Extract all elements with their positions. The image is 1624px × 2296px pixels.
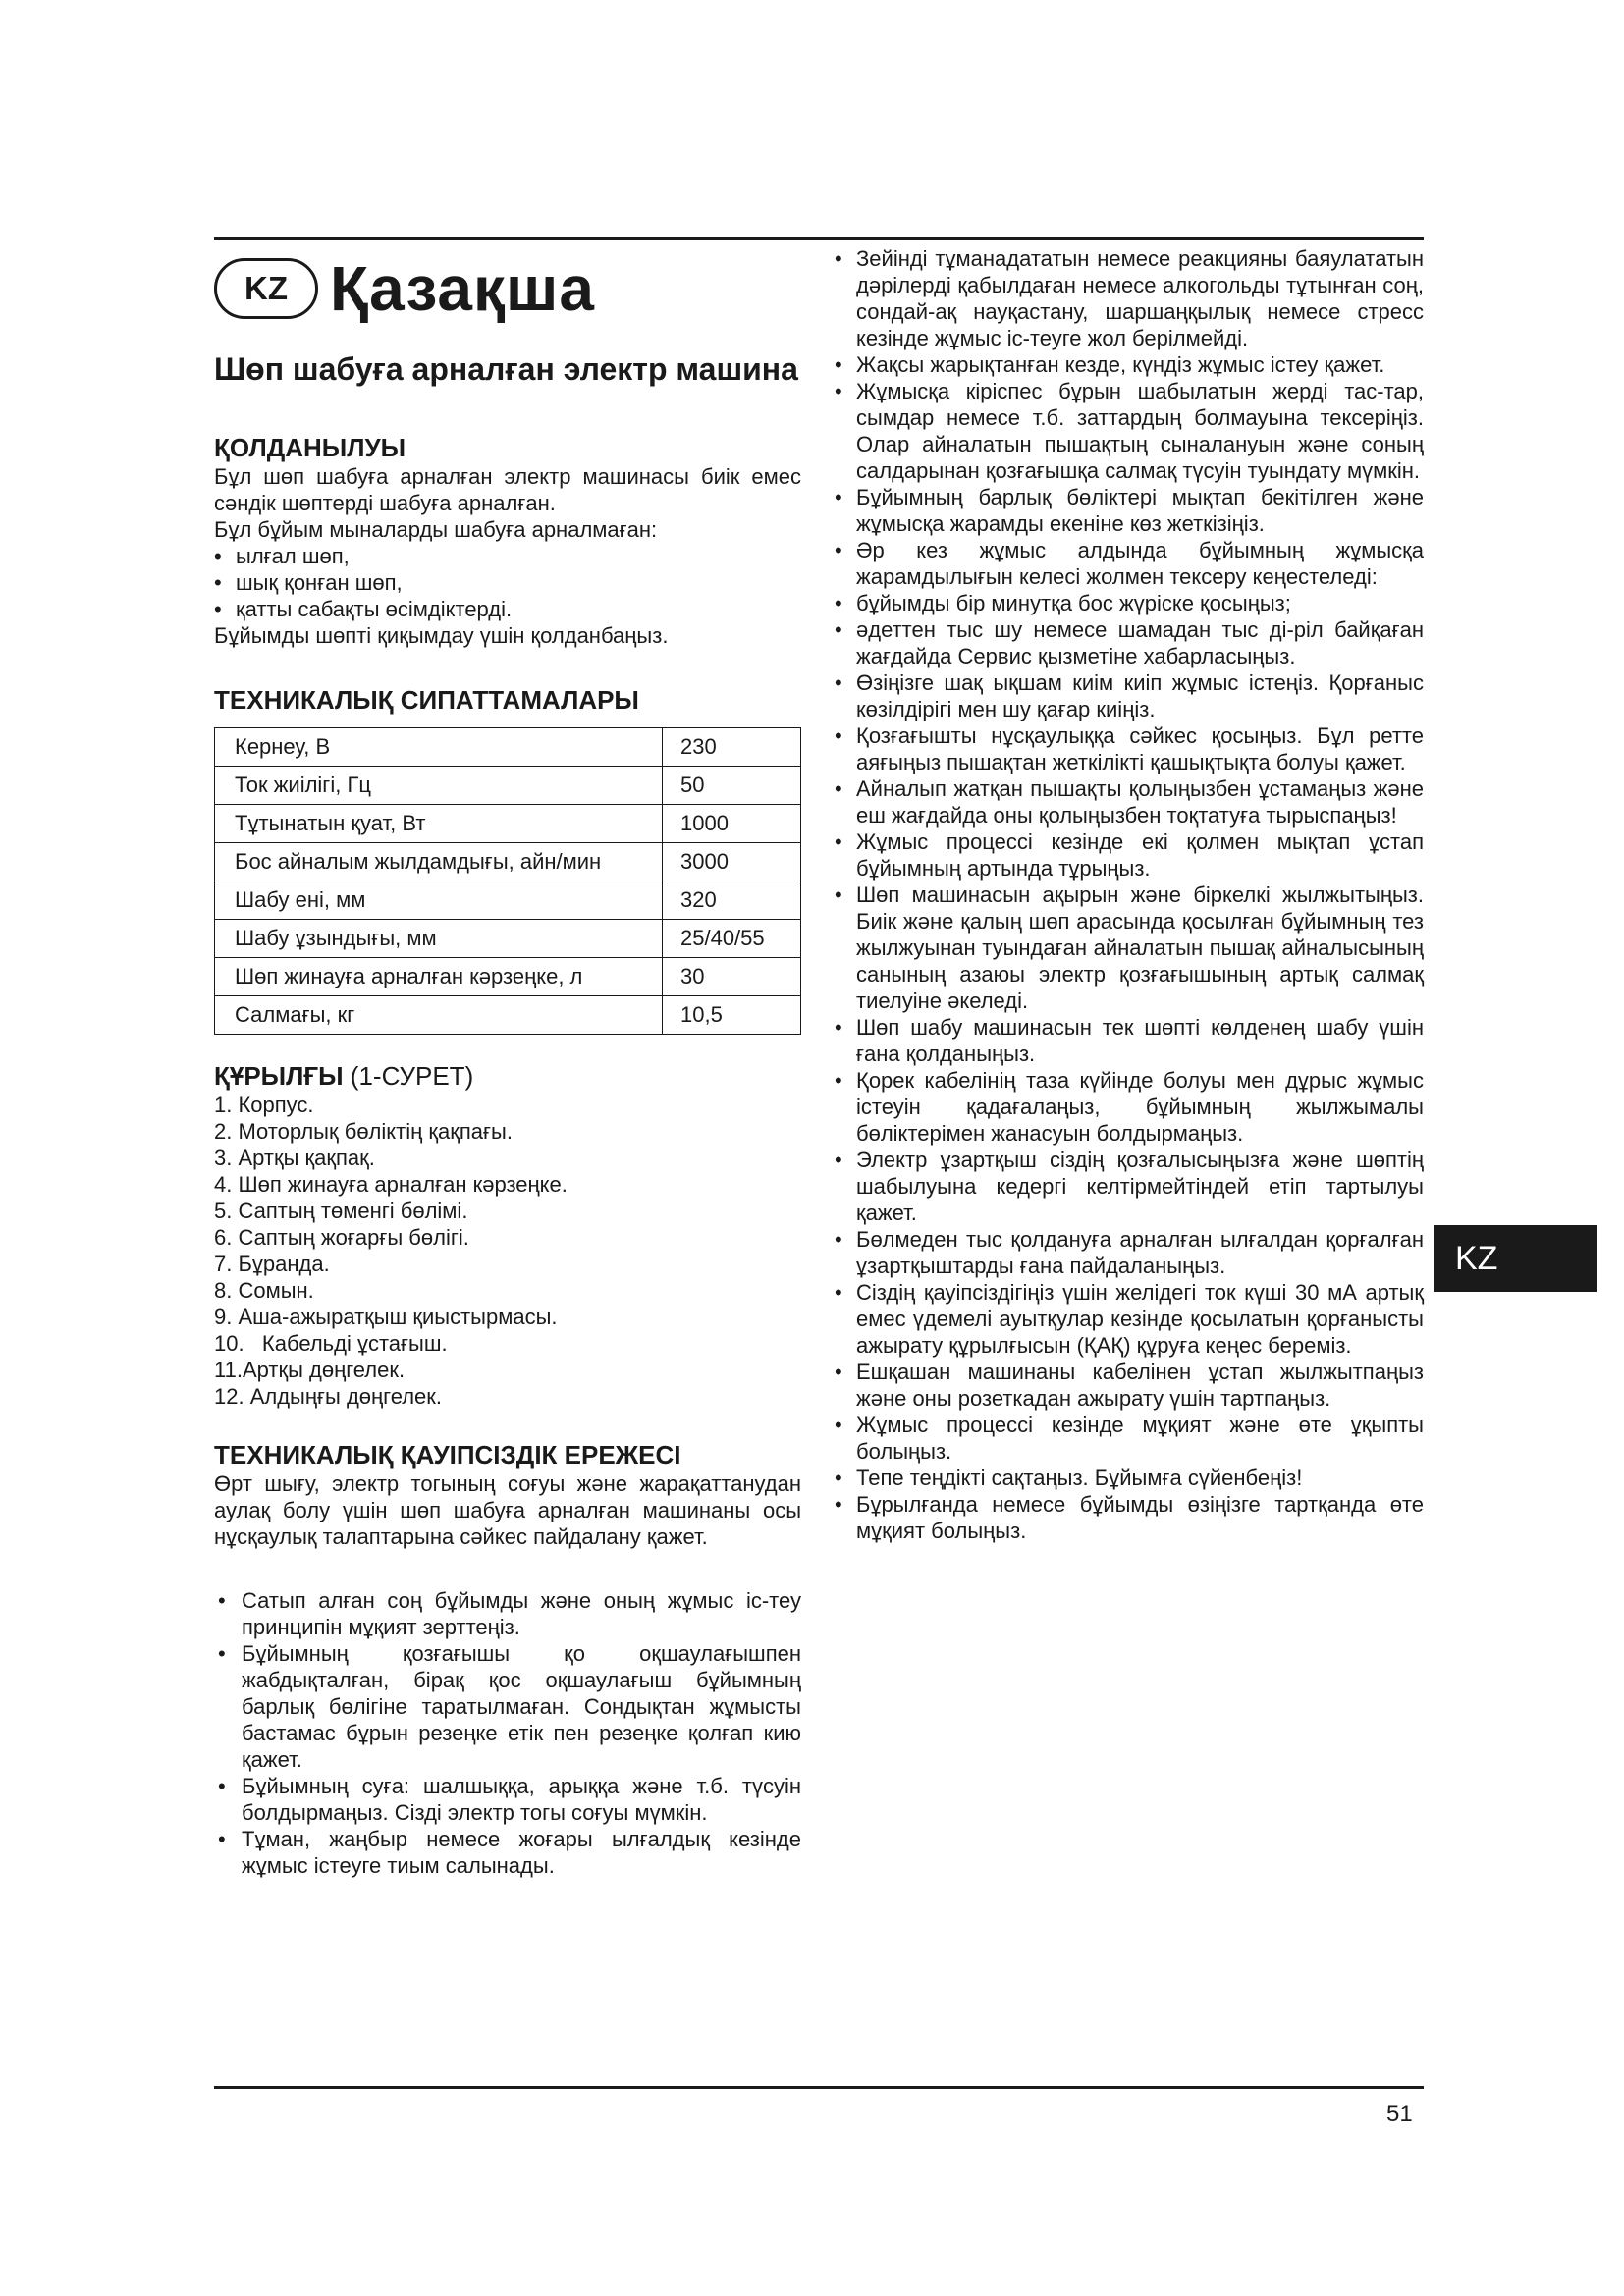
spec-value: 3000 bbox=[663, 843, 801, 881]
list-item: • Жұмыс процессі кезінде екі қолмен мықтап ұстап бұйымның артында тұрыңыз. bbox=[835, 828, 1424, 881]
safety-intro: Өрт шығу, электр тогының соғуы және жарақаттанудан аулақ болу үшін шөп шабуға арналған машинаны осы нұсқаулық талаптарына сәйкес пайдалану қажет. bbox=[214, 1471, 801, 1549]
safety-list-left bbox=[214, 1587, 801, 1879]
list-item: • Жақсы жарықтанған кезде, күндіз жұмыс істеу қажет. bbox=[835, 351, 1424, 378]
list-item: • Айналып жатқан пышақты қолыңызбен ұстамаңыз және еш жағдайда оны қолыңызбен тоқтатуға тырыспаңыз! bbox=[835, 775, 1424, 828]
list-item: 10. Кабельді ұстағыш. bbox=[214, 1331, 448, 1356]
list-item: 6. Саптың жоғарғы бөлігі. bbox=[214, 1225, 469, 1250]
right-column bbox=[835, 245, 1424, 1544]
table-row bbox=[215, 881, 801, 920]
list-item: 12. Алдыңғы дөңгелек. bbox=[214, 1384, 443, 1409]
list-item: 8. Сомын. bbox=[214, 1278, 314, 1303]
safety-heading: ТЕХНИКАЛЫҚ ҚАУІПСІЗДІК ЕРЕЖЕСІ bbox=[214, 1440, 681, 1469]
spec-label: Ток жиілігі, Гц bbox=[215, 767, 663, 805]
list-item: • Бұйымның барлық бөліктері мықтап бекітілген және жұмысқа жарамды екеніне көз жеткізіңіз. bbox=[835, 484, 1424, 537]
table-row bbox=[215, 996, 801, 1035]
list-item: • шық қонған шөп, bbox=[214, 569, 801, 596]
list-item: • Өзіңізге шақ ықшам киім киіп жұмыс істеңіз. Қорғаныс көзілдірігі мен шу қағар киіңіз. bbox=[835, 669, 1424, 722]
spec-label: Кернеу, В bbox=[215, 728, 663, 767]
document-title: Шөп шабуға арналған электр машина bbox=[214, 351, 798, 387]
list-item: • қатты сабақты өсімдіктерді. bbox=[214, 596, 801, 622]
list-item: 2. Моторлық бөліктің қақпағы. bbox=[214, 1119, 513, 1144]
list-item: • Бұрылғанда немесе бұйымды өзіңізге тартқанда өте мұқият болыңыз. bbox=[835, 1491, 1424, 1544]
table-row bbox=[215, 805, 801, 843]
list-item: • Сатып алған соң бұйымды және оның жұмыс іс-теу принципін мұқият зерттеңіз. bbox=[214, 1587, 801, 1640]
spec-label: Бос айналым жылдамдығы, айн/мин bbox=[215, 843, 663, 881]
language-header bbox=[214, 249, 801, 328]
spec-label: Шабу ұзындығы, мм bbox=[215, 920, 663, 958]
parts-heading bbox=[214, 1060, 801, 1092]
list-item: • Шөп шабу машинасын тек шөпті көлденең шабу үшін ғана қолданыңыз. bbox=[835, 1014, 1424, 1067]
spec-value: 10,5 bbox=[663, 996, 801, 1035]
list-item: 5. Саптың төменгі бөлімі. bbox=[214, 1199, 468, 1223]
list-item: • Бөлмеден тыс қолдануға арналған ылғалдан қорғалған ұзартқыштарды ғана пайдаланыңыз. bbox=[835, 1226, 1424, 1279]
list-item: 7. Бұранда. bbox=[214, 1252, 330, 1276]
usage-intro: Бұл шөп шабуға арналған электр машинасы биік емес сәндік шөптерді шабуға арналған. bbox=[214, 464, 801, 515]
safety-list-right bbox=[835, 245, 1424, 1544]
spec-label: Салмағы, кг bbox=[215, 996, 663, 1035]
list-item: • Тепе теңдікті сақтаңыз. Бұйымға сүйенбеңіз! bbox=[835, 1465, 1424, 1491]
specs-heading: ТЕХНИКАЛЫҚ СИПАТТАМАЛАРЫ bbox=[214, 685, 639, 715]
table-row bbox=[215, 958, 801, 996]
spec-value: 25/40/55 bbox=[663, 920, 801, 958]
list-item: 4. Шөп жинауға арналған кәрзеңке. bbox=[214, 1172, 568, 1197]
spec-value: 50 bbox=[663, 767, 801, 805]
list-item: 11.Артқы дөңгелек. bbox=[214, 1358, 406, 1382]
list-item: • ылғал шөп, bbox=[214, 543, 801, 569]
left-column bbox=[214, 249, 801, 1879]
spec-value: 30 bbox=[663, 958, 801, 996]
list-item: • Ешқашан машинаны кабелінен ұстап жылжытпаңыз және оны розеткадан ажырату үшін тартпаңыз. bbox=[835, 1359, 1424, 1412]
list-item: • Сіздің қауіпсіздігіңіз үшін желідегі ток күші 30 мА артық емес үдемелі ауытқулар кезінде қосылатын қорғанысты ажырату құрылғысын (ҚАҚ) құруға кеңес береміз. bbox=[835, 1279, 1424, 1359]
list-item: 9. Аша-ажыратқыш қиыстырмасы. bbox=[214, 1305, 558, 1329]
spec-label: Шабу ені, мм bbox=[215, 881, 663, 920]
list-item: • Жұмысқа кіріспес бұрын шабылатын жерді тас-тар, сымдар немесе т.б. заттардың болмауына тексеріңіз. Олар айналатын пышақтың сыналануын және соның салдарынан қозғағышқа салмақ түсуін туындату мүмкін. bbox=[835, 378, 1424, 484]
parts-heading-text: ҚҰРЫЛҒЫ bbox=[214, 1061, 344, 1091]
list-item: • Шөп машинасын ақырын және біркелкі жылжытыңыз. Биік және қалың шөп арасында қосылған бұйымның тез жылжуынан туындаған айналатын пышақ айналысының санының азаюы электр қозғағышының артық салмақ тиелуіне әкеледі. bbox=[835, 881, 1424, 1014]
language-side-tab: KZ bbox=[1434, 1225, 1597, 1292]
language-badge: KZ bbox=[214, 258, 318, 319]
usage-list bbox=[214, 543, 801, 622]
usage-heading: ҚОЛДАНЫЛУЫ bbox=[214, 433, 406, 462]
usage-not-for: Бұл бұйым мыналарды шабуға арналмаған: bbox=[214, 517, 658, 542]
spec-value: 320 bbox=[663, 881, 801, 920]
list-item: • Әр кез жұмыс алдында бұйымның жұмысқа жарамдылығын келесі жолмен тексеру кеңестеледі: bbox=[835, 537, 1424, 590]
spec-label: Тұтынатын қуат, Вт bbox=[215, 805, 663, 843]
list-item: 3. Артқы қақпақ. bbox=[214, 1146, 375, 1170]
list-item: • Қорек кабелінің таза күйінде болуы мен дұрыс жұмыс істеуін қадағалаңыз, бұйымның жылжымалы бөліктерімен жанасуын болдырмаңыз. bbox=[835, 1067, 1424, 1147]
bottom-rule bbox=[214, 2086, 1424, 2089]
table-row bbox=[215, 767, 801, 805]
spec-value: 1000 bbox=[663, 805, 801, 843]
table-row bbox=[215, 728, 801, 767]
language-title: Қазақша bbox=[330, 253, 595, 324]
parts-list bbox=[214, 1092, 801, 1410]
spec-label: Шөп жинауға арналған кәрзеңке, л bbox=[215, 958, 663, 996]
table-row bbox=[215, 920, 801, 958]
top-rule bbox=[214, 237, 1424, 240]
list-item: • Бұйымның суға: шалшыққа, арыққа және т.б. түсуін болдырмаңыз. Сізді электр тогы соғуы мүмкін. bbox=[214, 1773, 801, 1826]
list-item: • Тұман, жаңбыр немесе жоғары ылғалдық кезінде жұмыс істеуге тиым салынады. bbox=[214, 1826, 801, 1879]
table-row bbox=[215, 843, 801, 881]
usage-note: Бұйымды шөпті қиқымдау үшін қолданбаңыз. bbox=[214, 623, 669, 648]
list-item: • Бұйымның қозғағышы қо оқшаулағышпен жабдықталған, бірақ қос оқшаулағыш бұйымның барлық бөлігіне таратылмаған. Сондықтан жұмысты бастамас бұрын резеңке етік пен резеңке қолғап кию қажет. bbox=[214, 1640, 801, 1773]
specs-table bbox=[214, 727, 801, 1035]
list-item: • Жұмыс процессі кезінде мұқият және өте ұқыпты болыңыз. bbox=[835, 1412, 1424, 1465]
list-item: • бұйымды бір минутқа бос жүріске қосыңыз; bbox=[835, 590, 1424, 616]
spec-value: 230 bbox=[663, 728, 801, 767]
page-number: 51 bbox=[1386, 2101, 1413, 2127]
list-item: • Қозғағышты нұсқаулыққа сәйкес қосыңыз. Бұл ретте аяғыңыз пышақтан жеткілікті қашықтықта болуы қажет. bbox=[835, 722, 1424, 775]
list-item: • әдеттен тыс шу немесе шамадан тыс ді-ріл байқаған жағдайда Сервис қызметіне хабарласыңыз. bbox=[835, 616, 1424, 669]
parts-heading-sub: (1-СУРЕТ) bbox=[350, 1061, 474, 1091]
list-item: • Зейінді тұманадататын немесе реакцияны баяулататын дәрілерді қабылдаған немесе алкогольды тұтынған соң, сондай-ақ науқастану, шаршаңқылық немесе стресс кезінде жұмыс іс-теуге жол берілмейді. bbox=[835, 245, 1424, 351]
list-item: • Электр ұзартқыш сіздің қозғалысыңызға және шөптің шабылуына кедергі келтірмейтіндей етіп тартылуы қажет. bbox=[835, 1147, 1424, 1226]
list-item: 1. Корпус. bbox=[214, 1093, 314, 1117]
